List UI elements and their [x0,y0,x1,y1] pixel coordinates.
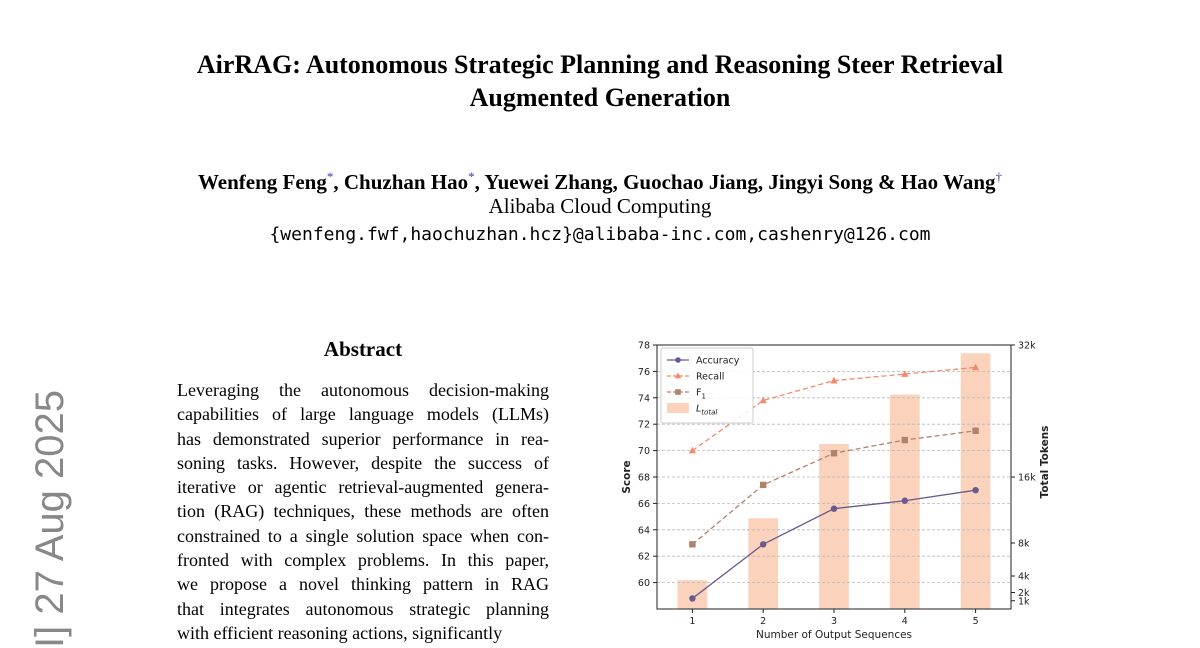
chart-point [831,505,837,511]
author-name: Hao Wang [900,170,996,194]
author-name: Jingyi Song [768,170,873,194]
chart-bar [748,518,778,609]
affiliation: Alibaba Cloud Computing [488,194,712,218]
author-separator: & [872,170,901,194]
x-tick-label: 3 [830,616,838,627]
author-separator: , [612,170,624,194]
chart-bar [678,580,708,609]
legend-label: $L_{total}$ [696,403,718,417]
chart-point [902,498,908,504]
author-footnote-mark[interactable]: * [326,169,334,184]
abstract-line: that integrates autonomous strategic planning [177,598,549,619]
x-tick-label: 1 [689,616,696,627]
y2-tick-label: 2k [1018,588,1030,599]
y-tick-label: 60 [637,578,650,590]
chart-point [689,541,695,547]
abstract-heading: Abstract [323,337,403,361]
y-tick-label: 76 [637,366,650,378]
chart-point [760,541,766,547]
x-tick-label: 5 [972,616,979,627]
x-tick-label: 4 [901,616,908,627]
author-name: Chuzhan Hao [343,170,469,194]
x-tick-label: 2 [760,616,767,627]
author-name: Wenfeng Feng [197,170,327,194]
y-tick-label: 70 [637,446,650,458]
abstract-line: tion (RAG) techniques, these methods are often [177,501,549,522]
arxiv-stamp: I] 27 Aug 2025 [28,389,72,648]
author-footnote-mark[interactable]: * [468,169,475,184]
legend-label: $F_1$ [696,387,706,401]
y-tick-label: 64 [637,525,650,537]
y-tick-label: 68 [637,472,650,484]
paper-title [0,48,1200,114]
chart-point [689,595,695,601]
paper-title-line-2: Augmented Generation [469,83,731,112]
y-axis-label: Score [621,460,633,494]
x-axis-label: Number of Output Sequences [755,629,913,641]
y-tick-label: 66 [637,498,650,510]
author-separator: , [333,170,344,194]
author-separator: , [474,170,485,194]
chart-point [675,357,681,363]
abstract-line: constrained to a single solution space when con- [177,525,549,546]
legend-swatch [667,403,689,413]
author-emails: {wenfeng.fwf,haochuzhan.hcz}@alibaba-inc.com,cashenry@126.com [269,224,931,245]
abstract-line: soning tasks. However, despite the success of [177,452,549,473]
y2-tick-label: 1k [1018,596,1030,608]
chart-bar [819,444,849,609]
chart-point [675,389,681,395]
chart-point [689,447,696,454]
y2-tick-label: 16k [1018,472,1036,484]
y-tick-label: 62 [637,551,650,563]
chart-point [902,437,908,443]
y-tick-label: 72 [637,419,650,431]
chart-point [972,487,978,493]
chart-point [972,428,978,434]
y2-tick-label: 4k [1018,571,1030,583]
legend-label: Recall [696,371,725,383]
chart-bar [961,353,991,609]
chart-point [831,450,837,456]
y-tick-label: 78 [637,340,650,352]
y-tick-label: 74 [637,393,650,405]
chart-point [760,482,766,488]
y2-tick-label: 8k [1018,538,1030,550]
y2-tick-label: 32k [1018,340,1036,352]
author-footnote-mark[interactable]: † [995,169,1003,184]
paper-title-line-1: AirRAG: Autonomous Strategic Planning and Reasoning Steer Retrieval [196,50,1004,79]
author-separator: , [757,170,769,194]
abstract-line: we propose a novel thinking pattern in RAG [177,574,549,595]
abstract-line: has demonstrated superior performance in rea- [177,428,549,449]
y2-axis-label: Total Tokens [1039,425,1051,499]
figure-chart [600,330,1051,648]
abstract-line: iterative or agentic retrieval-augmented genera- [177,477,549,498]
abstract-body [177,378,549,645]
abstract-line: capabilities of large language models (LLMs) [177,404,549,425]
author-name: Yuewei Zhang [484,170,613,194]
author-name: Guochao Jiang [623,170,758,194]
legend-label: Accuracy [696,355,740,367]
abstract-line: fronted with complex problems. In this paper, [177,550,549,571]
abstract-line: Leveraging the autonomous decision-making [177,380,549,400]
abstract-line: with efficient reasoning actions, significantly [177,622,503,643]
